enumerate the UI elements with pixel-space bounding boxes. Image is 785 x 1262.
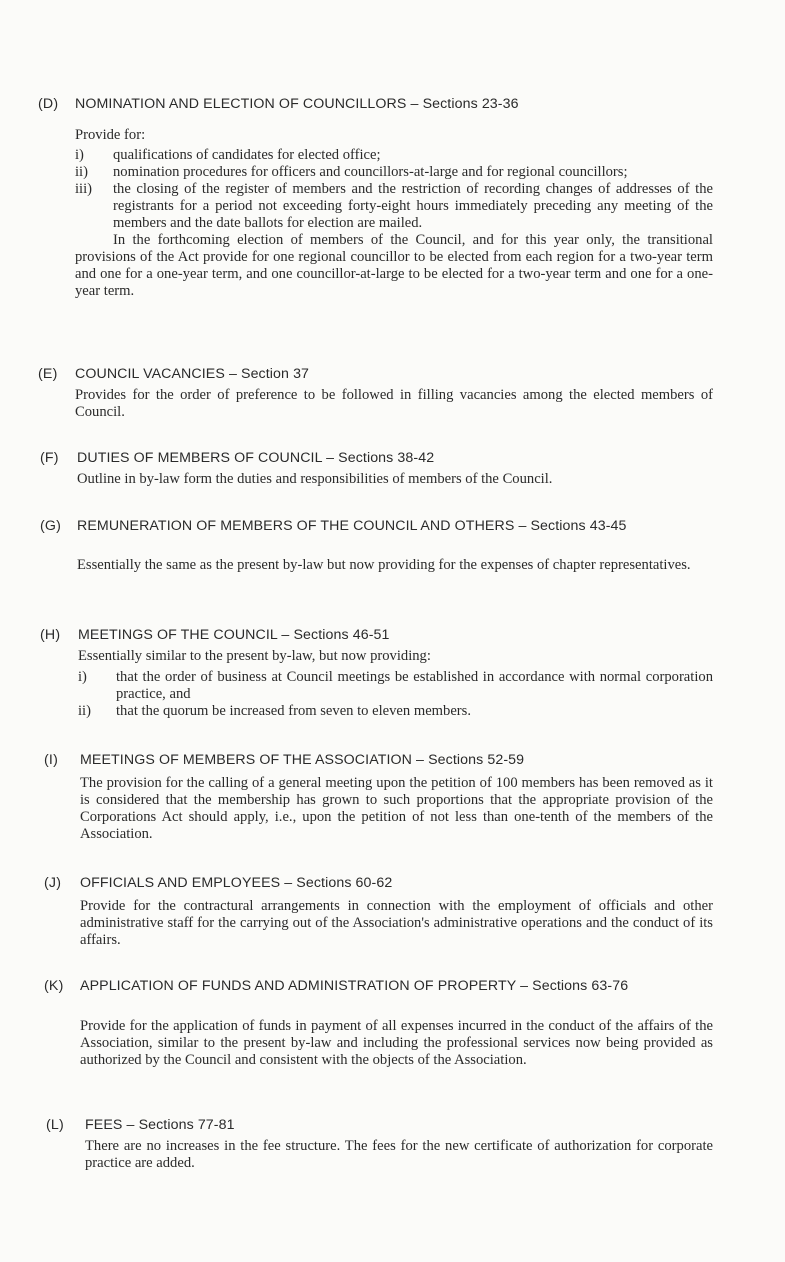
section-ref: Sections 52-59 [428, 752, 525, 768]
section-ref: Sections 43-45 [530, 518, 627, 534]
section-body: Provides for the order of preference to be followed in filling vacancies among the elected members of Council. [75, 387, 713, 420]
section-letter: (J) [44, 875, 62, 891]
section-ref: Sections 60-62 [296, 875, 393, 891]
section-letter: (I) [44, 752, 58, 768]
section-ref: Sections 38-42 [338, 450, 435, 466]
section-letter: (K) [44, 978, 64, 994]
section-body: Provide for the contractural arrangements in connection with the employment of officials and other administrative staff for the carrying out of the Association's administrative operations and the conduct of its affairs. [80, 898, 713, 948]
section-heading: MEETINGS OF MEMBERS OF THE ASSOCIATION – Sections 52-59 [80, 752, 525, 768]
section-body: The provision for the calling of a general meeting upon the petition of 100 members has been removed as it is considered that the membership has grown to such proportions that the appropriate provision of the Corporations Act should apply, i.e., upon the petition of not less than one-tenth of the members of the Association. [80, 775, 713, 842]
section-letter: (L) [46, 1117, 64, 1133]
section-extra-paragraph: In the forthcoming election of members of the Council, and for this year only, the transitional provisions of the Act provide for one regional councillor to be elected from each region for a two-year term and one for a one-year term, and one councillor-at-large to be elected for a two-year term and one for a one-year term. [75, 232, 713, 299]
section-body [78, 648, 713, 720]
section-title: MEETINGS OF THE COUNCIL [78, 627, 278, 643]
section-intro: Essentially similar to the present by-law, but now providing: [78, 648, 431, 664]
list-item: ii) that the quorum be increased from seven to eleven members. [78, 703, 471, 719]
section-letter: (G) [40, 518, 62, 534]
list-item: iii) the closing of the register of members and the restriction of recording changes of addresses of the registrants for a period not exceeding forty-eight hours immediately preceding any meeting of the members and the date ballots for election are mailed. [75, 181, 713, 231]
section-letter: (D) [38, 96, 59, 112]
section-ref: Sections 46-51 [293, 627, 390, 643]
section-letter: (H) [40, 627, 61, 643]
list-item: i) qualifications of candidates for elected office; [75, 147, 381, 163]
section-ref: Sections 23-36 [422, 96, 519, 112]
section-body [75, 127, 713, 300]
list-item: ii) nomination procedures for officers and councillors-at-large and for regional councillors; [75, 164, 628, 180]
section-body: Provide for the application of funds in payment of all expenses incurred in the conduct of the affairs of the Association, similar to the present by-law and including the professional services now being provided as authorized by the Council and consistent with the objects of the Association. [80, 1018, 713, 1068]
section-heading: FEES – Sections 77-81 [85, 1117, 235, 1133]
section-letter: (E) [38, 366, 58, 382]
section-body: Outline in by-law form the duties and responsibilities of members of the Council. [77, 471, 553, 487]
section-title: FEES [85, 1117, 123, 1133]
section-title: NOMINATION AND ELECTION OF COUNCILLORS [75, 96, 407, 112]
section-heading: COUNCIL VACANCIES – Section 37 [75, 366, 310, 382]
section-body: There are no increases in the fee structure. The fees for the new certificate of authorization for corporate practice are added. [85, 1138, 713, 1171]
section-heading: APPLICATION OF FUNDS AND ADMINISTRATION OF PROPERTY – Sections 63-76 [80, 978, 629, 994]
section-ref: Sections 63-76 [532, 978, 629, 994]
section-heading: DUTIES OF MEMBERS OF COUNCIL – Sections 38-42 [77, 450, 435, 466]
section-heading: MEETINGS OF THE COUNCIL – Sections 46-51 [78, 627, 390, 643]
section-letter: (F) [40, 450, 59, 466]
section-title: MEETINGS OF MEMBERS OF THE ASSOCIATION [80, 752, 412, 768]
section-heading: OFFICIALS AND EMPLOYEES – Sections 60-62 [80, 875, 393, 891]
provision-list [75, 147, 713, 232]
section-title: DUTIES OF MEMBERS OF COUNCIL [77, 450, 323, 466]
section-heading: NOMINATION AND ELECTION OF COUNCILLORS – Sections 23-36 [75, 96, 519, 112]
section-ref: Sections 77-81 [138, 1117, 235, 1133]
section-title: REMUNERATION OF MEMBERS OF THE COUNCIL AND OTHERS [77, 518, 515, 534]
section-intro: Provide for: [75, 127, 146, 143]
provision-list [78, 669, 713, 720]
section-body: Essentially the same as the present by-law but now providing for the expenses of chapter representatives. [77, 557, 691, 573]
section-title: COUNCIL VACANCIES [75, 366, 225, 382]
section-title: APPLICATION OF FUNDS AND ADMINISTRATION OF PROPERTY [80, 978, 517, 994]
section-ref: Section 37 [241, 366, 310, 382]
section-title: OFFICIALS AND EMPLOYEES [80, 875, 281, 891]
list-item: i) that the order of business at Council meetings be established in accordance with normal corporation practice, and [78, 669, 713, 702]
section-heading: REMUNERATION OF MEMBERS OF THE COUNCIL AND OTHERS – Sections 43-45 [77, 518, 627, 534]
